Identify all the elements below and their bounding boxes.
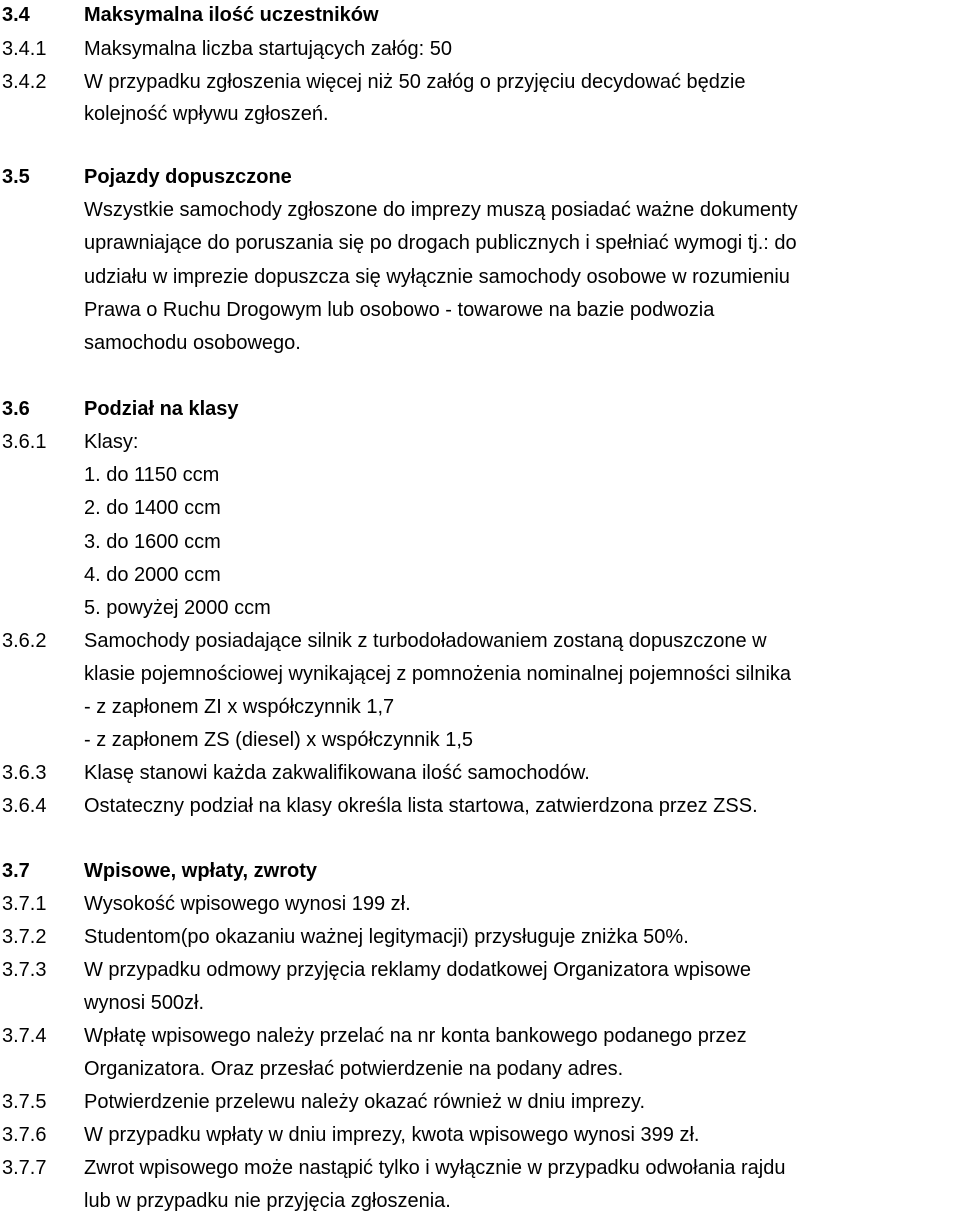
- item-number: 3.7.2: [2, 926, 47, 948]
- item-text: Zwrot wpisowego może nastąpić tylko i wyłącznie w przypadku odwołania rajdu: [84, 1157, 786, 1179]
- section-title: Maksymalna ilość uczestników: [84, 4, 379, 26]
- item-text: Studentom(po okazaniu ważnej legitymacji) przysługuje zniżka 50%.: [84, 926, 689, 948]
- item-number: 3.6.3: [2, 762, 47, 784]
- section-number: 3.4: [2, 4, 30, 26]
- item-number: 3.7.5: [2, 1091, 47, 1113]
- section-title: Podział na klasy: [84, 398, 239, 420]
- item-number: 3.6.2: [2, 630, 47, 652]
- item-text: Samochody posiadające silnik z turbodoładowaniem zostaną dopuszczone w: [84, 630, 767, 652]
- item-number: 3.7.7: [2, 1157, 47, 1179]
- item-text: W przypadku wpłaty w dniu imprezy, kwota wpisowego wynosi 399 zł.: [84, 1124, 700, 1146]
- item-number: 3.7.6: [2, 1124, 47, 1146]
- item-text: wynosi 500zł.: [84, 992, 205, 1014]
- section-number: 3.5: [2, 166, 30, 188]
- paragraph-line: Wszystkie samochody zgłoszone do imprezy muszą posiadać ważne dokumenty: [84, 199, 798, 221]
- item-number: 3.6.4: [2, 795, 47, 817]
- item-text: Klasę stanowi każda zakwalifikowana ilość samochodów.: [84, 762, 590, 784]
- section-number: 3.7: [2, 860, 30, 882]
- class-list-item: 5. powyżej 2000 ccm: [84, 597, 271, 619]
- class-list-item: 4. do 2000 ccm: [84, 564, 221, 586]
- paragraph-line: uprawniające do poruszania się po drogach publicznych i spełniać wymogi tj.: do: [84, 232, 797, 254]
- class-list-item: 3. do 1600 ccm: [84, 531, 221, 553]
- item-text: Organizatora. Oraz przesłać potwierdzenie na podany adres.: [84, 1058, 624, 1080]
- item-text: Wysokość wpisowego wynosi 199 zł.: [84, 893, 411, 915]
- item-number: 3.4.1: [2, 38, 47, 60]
- item-text: - z zapłonem ZI x współczynnik 1,7: [84, 696, 395, 718]
- paragraph-line: udziału w imprezie dopuszcza się wyłącznie samochody osobowe w rozumieniu: [84, 266, 790, 288]
- item-text: Maksymalna liczba startujących załóg: 50: [84, 38, 452, 60]
- item-text: W przypadku zgłoszenia więcej niż 50 załóg o przyjęciu decydować będzie: [84, 71, 746, 93]
- item-text: klasie pojemnościowej wynikającej z pomnożenia nominalnej pojemności silnika: [84, 663, 792, 685]
- paragraph-line: samochodu osobowego.: [84, 332, 301, 354]
- item-text: Wpłatę wpisowego należy przelać na nr konta bankowego podanego przez: [84, 1025, 747, 1047]
- item-text: Klasy:: [84, 431, 139, 453]
- item-text: Ostateczny podział na klasy określa lista startowa, zatwierdzona przez ZSS.: [84, 795, 758, 817]
- item-number: 3.7.3: [2, 959, 47, 981]
- item-number: 3.6.1: [2, 431, 47, 453]
- item-text: W przypadku odmowy przyjęcia reklamy dodatkowej Organizatora wpisowe: [84, 959, 751, 981]
- item-number: 3.7.1: [2, 893, 47, 915]
- section-title: Pojazdy dopuszczone: [84, 166, 292, 188]
- item-number: 3.7.4: [2, 1025, 47, 1047]
- item-text: Potwierdzenie przelewu należy okazać również w dniu imprezy.: [84, 1091, 645, 1113]
- item-number: 3.4.2: [2, 71, 47, 93]
- section-number: 3.6: [2, 398, 30, 420]
- item-text: - z zapłonem ZS (diesel) x współczynnik 1,5: [84, 729, 474, 751]
- class-list-item: 1. do 1150 ccm: [84, 464, 220, 486]
- class-list-item: 2. do 1400 ccm: [84, 497, 221, 519]
- paragraph-line: Prawa o Ruchu Drogowym lub osobowo - towarowe na bazie podwozia: [84, 299, 715, 321]
- item-text: lub w przypadku nie przyjęcia zgłoszenia.: [84, 1190, 451, 1212]
- section-title: Wpisowe, wpłaty, zwroty: [84, 860, 317, 882]
- item-text: kolejność wpływu zgłoszeń.: [84, 103, 329, 125]
